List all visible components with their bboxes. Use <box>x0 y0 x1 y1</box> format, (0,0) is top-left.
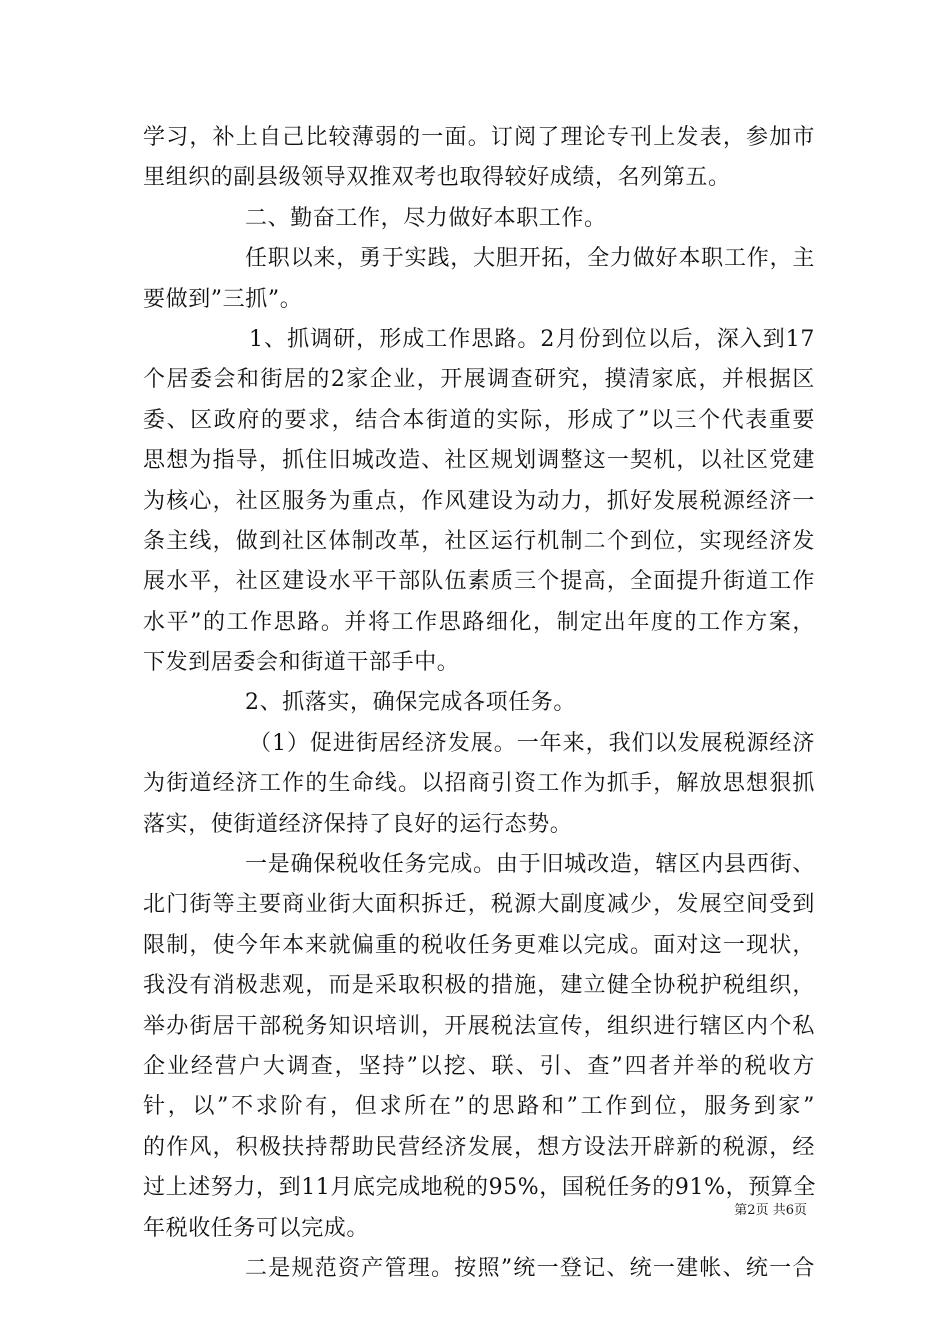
text-line: 针，以”不求阶有，但求所在”的思路和”工作到位，服务到家” <box>143 1094 815 1120</box>
text-line: 我没有消极悲观，而是采取积极的措施，建立健全协税护税组织， <box>143 973 815 999</box>
text-line: 思想为指导，抓住旧城改造、社区规划调整这一契机，以社区党建 <box>143 448 815 474</box>
footer-total-pages: 6 <box>785 1203 794 1218</box>
text-line: 年税收任务可以完成。 <box>143 1215 370 1241</box>
text-line: 条主线，做到社区体制改革，社区运行机制二个到位，实现经济发 <box>143 528 815 554</box>
text-line: 里组织的副县级领导双推双考也取得较好成绩，名列第五。 <box>143 165 731 191</box>
text-line: 个居委会和街居的2家企业，开展调查研究，摸清家底，并根据区 <box>143 367 815 393</box>
text-line: 1、抓调研，形成工作思路。2月份到位以后，深入到17 <box>249 326 815 352</box>
document-body <box>143 118 815 1289</box>
text-line: 展水平，社区建设水平干部队伍素质三个提高，全面提升街道工作 <box>143 569 815 595</box>
footer-middle: 页 共 <box>755 1203 786 1218</box>
text-line: 二是规范资产管理。按照”统一登记、统一建帐、统一合 <box>245 1255 815 1281</box>
text-line: 一是确保税收任务完成。由于旧城改造，辖区内县西街、 <box>245 852 815 878</box>
text-line: 二、勤奋工作，尽力做好本职工作。 <box>245 205 607 231</box>
text-line: 学习，补上自己比较薄弱的一面。订阅了理论专刊上发表，参加市 <box>143 125 815 150</box>
text-line: 企业经营户大调查，坚持”以挖、联、引、查”四者并举的税收方 <box>143 1053 815 1079</box>
text-line: 限制，使今年本来就偏重的税收任务更难以完成。面对这一现状， <box>143 932 815 958</box>
text-line: 下发到居委会和街道干部手中。 <box>143 650 460 676</box>
text-line: （1）促进街居经济发展。一年来，我们以发展税源经济 <box>249 730 815 756</box>
text-line: 为核心，社区服务为重点，作风建设为动力，抓好发展税源经济一 <box>143 488 815 514</box>
text-line: 任职以来，勇于实践，大胆开拓，全力做好本职工作，主 <box>245 246 815 272</box>
footer-current-page: 2 <box>747 1203 756 1218</box>
footer-prefix: 第 <box>734 1203 748 1218</box>
text-line: 落实，使街道经济保持了良好的运行态势。 <box>143 811 573 837</box>
footer-suffix: 页 <box>793 1203 807 1218</box>
text-line: 的作风，积极扶持帮助民营经济发展，想方设法开辟新的税源，经 <box>143 1134 815 1160</box>
text-line: 水平”的工作思路。并将工作思路细化，制定出年度的工作方案， <box>143 609 815 635</box>
text-line: 北门街等主要商业街大面积拆迁，税源大副度减少，发展空间受到 <box>143 892 815 918</box>
text-line: 为街道经济工作的生命线。以招商引资工作为抓手，解放思想狠抓 <box>143 771 815 797</box>
text-line: 委、区政府的要求，结合本街道的实际，形成了”以三个代表重要 <box>143 407 815 433</box>
text-line: 过上述努力，到11月底完成地税的95%，国税任务的91%，预算全 <box>143 1175 816 1201</box>
text-line: 举办街居干部税务知识培训，开展税法宣传，组织进行辖区内个私 <box>143 1013 815 1039</box>
text-line: 要做到”三抓”。 <box>143 286 303 312</box>
page-number-footer <box>734 1203 807 1219</box>
text-line: 2、抓落实，确保完成各项任务。 <box>245 690 576 716</box>
